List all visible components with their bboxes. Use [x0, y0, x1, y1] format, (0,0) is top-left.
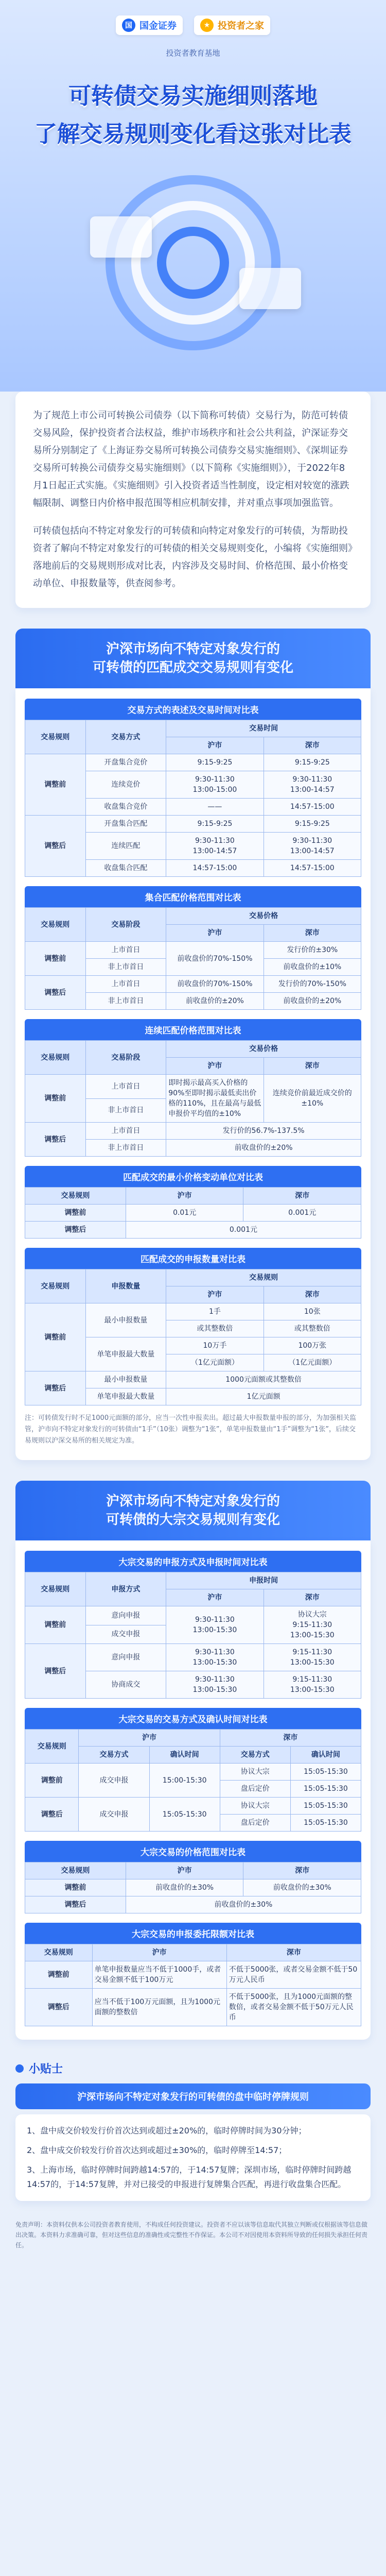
table-cell: 发行价的70%-150% [264, 976, 361, 993]
table-cell: 上市首日 [85, 1075, 166, 1099]
table-cell: 15:05-15:30 [149, 1798, 220, 1832]
table-cell: 调整前 [25, 1303, 86, 1371]
intro-paragraph-1: 为了规范上市公司可转换公司债券（以下简称可转债）交易行为，防范可转债交易风险，保护投资者合法权益，维护市场秩序和社会公共利益，沪深证券交易所分别制定了《上海证券交易所可转换公司债券交易实施细则》、《深圳证券交易所可转换公司债券交易实施细则》（以下简称《实施细则》），于2022年8月1日起正式实施。《实施细则》引入投资者适当性制度，设定相对较宽的涨跌幅限制、调整日内价格申报范围等相应机制安排，并对重点事项加强监管。 [33, 410, 349, 509]
table-header: 沪市 [92, 1944, 226, 1961]
section-body [15, 1540, 371, 2040]
hero-title-line1: 可转债交易实施细则落地 [68, 83, 318, 109]
tips-body [15, 2114, 371, 2201]
table-header: 交易规则 [25, 720, 86, 754]
table-cell: 9:15-11:30 13:00-15:30 [264, 1644, 361, 1671]
table-caption: 大宗交易的交易方式及确认时间对比表 [25, 1708, 361, 1729]
table-cell: 0.001元 [243, 1205, 361, 1222]
intro-paragraph-2: 可转债包括向不特定对象发行的可转债和向特定对象发行的可转债，为帮助投资者了解向不特定对象发行的可转债的相关交易规则变化，小编将《实施细则》落地前后的交易规则形成对比表，内容涉及交易时间、价格范围、最小价格变动单位、申报数量等，供查阅参考。 [33, 526, 353, 589]
table-cell: 连续竞价 [85, 771, 166, 799]
table-cell: 意向申报 [85, 1644, 166, 1671]
partner-mark-icon: ★ [200, 19, 214, 32]
trading-time-table [25, 720, 361, 877]
table-header: 交易规则 [25, 1862, 126, 1879]
table-cell: 不低于5000张，或者交易金额不低于50万元人民币 [226, 1961, 361, 1989]
block-price-range-table [25, 1862, 361, 1913]
hero-slogan: 投资者教育基地 [166, 48, 220, 58]
glass-card-decoration [239, 268, 301, 309]
table-header: 沪市 [126, 1188, 243, 1205]
table-header: 交易方式 [220, 1747, 290, 1764]
table-header: 深市 [264, 1058, 361, 1075]
bullet-icon [15, 2064, 24, 2073]
brand-name: 国金证券 [139, 21, 177, 31]
table-cell: 成交申报 [79, 1764, 149, 1798]
table-cell: 9:15-9:25 [166, 754, 264, 771]
table-cell: 收盘集合匹配 [85, 860, 166, 877]
table-header: 沪市 [166, 1589, 264, 1606]
table-cell: 9:30-11:30 13:00-14:57 [264, 833, 361, 860]
table-cell: 前收盘价的±20% [166, 993, 264, 1010]
table-header: 深市 [264, 1286, 361, 1303]
table-cell: 连续匹配 [85, 833, 166, 860]
table-header: 深市 [264, 1589, 361, 1606]
table-cell: 成交申报 [79, 1798, 149, 1832]
table-header: 交易规则 [25, 1041, 86, 1075]
table-caption: 集合匹配价格范围对比表 [25, 886, 361, 907]
table-header: 确认时间 [149, 1747, 220, 1764]
table-caption: 交易方式的表述及交易时间对比表 [25, 699, 361, 720]
table-cell: 15:05-15:30 [290, 1815, 361, 1832]
table-header: 交易价格 [166, 1041, 361, 1058]
section-title: 沪深市场向不特定对象发行的 可转债的匹配成交交易规则有变化 [15, 629, 371, 688]
table-cell: 1000元面额或其整数倍 [166, 1371, 361, 1388]
table-cell: 调整前 [25, 1961, 93, 1989]
table-cell: 0.01元 [126, 1205, 243, 1222]
tips-label: 小贴士 [29, 2063, 63, 2076]
table-cell: 单笔申报数量应当不低于1000手，或者交易金额不低于100万元 [92, 1961, 226, 1989]
table-cell: 100万张 [264, 1337, 361, 1354]
table-cell: 调整后 [25, 1798, 79, 1832]
tips-subtitle: 沪深市场向不特定对象发行的可转债的盘中临时停牌规则 [15, 2083, 371, 2109]
table-cell: 9:30-11:30 13:00-15:30 [166, 1644, 264, 1671]
tick-size-table [25, 1187, 361, 1239]
table-cell: 15:05-15:30 [290, 1781, 361, 1798]
table-caption: 大宗交易的申报委托限额对比表 [25, 1923, 361, 1944]
table-cell: 协议大宗 [220, 1798, 290, 1815]
table-header: 交易阶段 [85, 1041, 166, 1075]
table-header: 申报时间 [166, 1572, 361, 1589]
order-quantity-table [25, 1269, 361, 1405]
logo-row [116, 15, 270, 35]
table-cell: 9:30-11:30 13:00-15:00 [166, 771, 264, 799]
table-cell: 9:15-11:30 13:00-15:30 [264, 1671, 361, 1699]
section-matching-rules [15, 629, 371, 1460]
table-cell: 调整前 [25, 942, 86, 976]
table-cell: 14:57-15:00 [264, 799, 361, 816]
footnote: 注：可转债发行时不足1000元面额的部分，应当一次性申报卖出。超过最大申报数量申报的部分，为加强相关监管，沪市向不特定对象发行的可转债由“1手”（10张）调整为“1张”，单笔申报数量由“1手”调整为“1张”，后续交易规则以沪深交易所的相关规定为准。 [25, 1414, 357, 1445]
table-cell: 上市首日 [85, 942, 166, 959]
table-cell: 15:00-15:30 [149, 1764, 220, 1798]
table-cell: 非上市首日 [85, 1140, 166, 1157]
table-cell: 非上市首日 [85, 1098, 166, 1123]
ring-decoration [157, 227, 229, 299]
table-cell: 调整前 [25, 1764, 79, 1798]
table-cell: 0.001元 [126, 1222, 361, 1239]
section-block-trade-rules [15, 1481, 371, 2040]
table-header: 交易方式 [79, 1747, 149, 1764]
table-cell: 单笔申报最大数量 [85, 1337, 166, 1371]
table-cell: 前收盘价的±10% [264, 959, 361, 976]
table-cell: 协商成交 [85, 1671, 166, 1699]
table-cell: 9:15-9:25 [166, 816, 264, 833]
brand-logo [116, 15, 183, 35]
section-body [15, 688, 371, 1460]
partner-logo [194, 15, 270, 35]
table-cell: 1亿元面额 [166, 1388, 361, 1405]
table-caption: 连续匹配价格范围对比表 [25, 1019, 361, 1040]
tips-item: 3、上海市场，临时停牌时间跨越14:57的，于14:57复牌；深圳市场，临时停牌时间跨越14:57的，于14:57复牌，并对已接受的申报进行复牌集合匹配，再进行收盘集合匹配。 [27, 2165, 352, 2189]
table-header: 沪市 [166, 1058, 264, 1075]
table-header: 交易阶段 [85, 908, 166, 942]
block-order-limit-table [25, 1944, 361, 2026]
table-cell: 14:57-15:00 [264, 860, 361, 877]
table-cell: 调整后 [25, 1989, 93, 2026]
table-header: 交易规则 [166, 1269, 361, 1286]
table-cell: 9:30-11:30 13:00-14:57 [264, 771, 361, 799]
table-cell: 前收盘价的±30% [126, 1879, 243, 1896]
table-cell: 调整后 [25, 1123, 86, 1157]
tips-section [15, 2060, 371, 2201]
table-cell: 前收盘价的±30% [126, 1896, 361, 1913]
hero-title [0, 77, 386, 148]
table-header: 申报方式 [85, 1572, 166, 1606]
call-auction-price-table [25, 907, 361, 1010]
table-cell: 15:05-15:30 [290, 1764, 361, 1781]
table-header: 交易规则 [25, 908, 86, 942]
table-caption: 匹配成交的最小价格变动单位对比表 [25, 1166, 361, 1187]
intro-card [15, 392, 371, 608]
table-caption: 大宗交易的价格范围对比表 [25, 1841, 361, 1862]
block-confirm-time-table [25, 1729, 361, 1832]
table-header: 确认时间 [290, 1747, 361, 1764]
table-cell: 发行价的±30% [264, 942, 361, 959]
table-cell: 协议大宗 9:15-11:30 13:00-15:30 [264, 1606, 361, 1644]
hero-illustration [85, 155, 301, 371]
tips-header [15, 2060, 371, 2076]
table-cell: 前收盘价的70%-150% [166, 976, 264, 993]
table-cell: 前收盘价的±20% [264, 993, 361, 1010]
table-header: 沪市 [126, 1862, 243, 1879]
table-cell: 调整后 [25, 1896, 126, 1913]
table-cell: 9:15-9:25 [264, 816, 361, 833]
table-cell: 发行价的56.7%-137.5% [166, 1123, 361, 1140]
glass-card-decoration [90, 216, 152, 258]
table-cell: （1亿元面额） [264, 1354, 361, 1371]
table-cell: 前收盘价的±30% [243, 1879, 361, 1896]
table-header: 申报数量 [85, 1269, 166, 1303]
table-header: 沪市 [79, 1730, 220, 1747]
table-caption: 大宗交易的申报方式及申报时间对比表 [25, 1551, 361, 1572]
brand-mark-icon: 国 [122, 19, 135, 32]
section-title: 沪深市场向不特定对象发行的 可转债的大宗交易规则有变化 [15, 1481, 371, 1540]
table-cell: 开盘集合竞价 [85, 754, 166, 771]
table-cell: 非上市首日 [85, 993, 166, 1010]
table-cell: 意向申报 [85, 1606, 166, 1625]
table-cell: 盘后定价 [220, 1781, 290, 1798]
table-cell: 最小申报数量 [85, 1303, 166, 1337]
continuous-matching-price-table [25, 1040, 361, 1157]
table-cell: 9:15-9:25 [264, 754, 361, 771]
table-cell: 单笔申报最大数量 [85, 1388, 166, 1405]
table-cell: 即时揭示最高买入价格的90%至即时揭示最低卖出价格的110%，且在最高与最低申报价平均值的±10% [166, 1075, 264, 1123]
table-header: 交易方式 [85, 720, 166, 754]
table-header: 深市 [264, 925, 361, 942]
table-header: 深市 [243, 1862, 361, 1879]
table-header: 深市 [220, 1730, 361, 1747]
table-cell: 上市首日 [85, 976, 166, 993]
table-cell: 连续竞价前最近成交价的±10% [264, 1075, 361, 1123]
table-header: 交易规则 [25, 1730, 79, 1764]
table-cell: 10张 [264, 1303, 361, 1320]
table-header: 交易规则 [25, 1944, 93, 1961]
table-cell: 调整前 [25, 1205, 126, 1222]
block-order-time-table [25, 1572, 361, 1699]
table-cell: 开盘集合匹配 [85, 816, 166, 833]
partner-name: 投资者之家 [218, 21, 264, 31]
table-cell: 调整后 [25, 976, 86, 1010]
table-cell: 上市首日 [85, 1123, 166, 1140]
table-cell: —— [166, 799, 264, 816]
table-cell: 10万手 [166, 1337, 264, 1354]
table-cell: 调整后 [25, 1371, 86, 1405]
table-cell: 9:30-11:30 13:00-15:30 [166, 1671, 264, 1699]
table-cell: 调整前 [25, 1075, 86, 1123]
table-header: 交易时间 [166, 720, 361, 737]
table-cell: 收盘集合竞价 [85, 799, 166, 816]
hero-title-line2: 了解交易规则变化看这张对比表 [34, 121, 352, 147]
table-cell: 或其整数倍 [264, 1320, 361, 1337]
hero-banner [0, 0, 386, 392]
table-header: 沪市 [166, 925, 264, 942]
table-cell: 或其整数倍 [166, 1320, 264, 1337]
table-header: 交易价格 [166, 908, 361, 925]
table-cell: 非上市首日 [85, 959, 166, 976]
table-cell: 调整后 [25, 1644, 86, 1699]
table-header: 交易规则 [25, 1269, 86, 1303]
table-cell: 前收盘价的±20% [166, 1140, 361, 1157]
table-cell: 调整前 [25, 754, 86, 816]
table-cell: 协议大宗 [220, 1764, 290, 1781]
table-cell: 调整前 [25, 1879, 126, 1896]
table-cell: （1亿元面额） [166, 1354, 264, 1371]
table-cell: 9:30-11:30 13:00-14:57 [166, 833, 264, 860]
table-cell: 15:05-15:30 [290, 1798, 361, 1815]
table-cell: 调整后 [25, 1222, 126, 1239]
table-cell: 盘后定价 [220, 1815, 290, 1832]
table-header: 沪市 [166, 737, 264, 754]
table-caption: 匹配成交的申报数量对比表 [25, 1248, 361, 1269]
table-header: 沪市 [166, 1286, 264, 1303]
tips-item: 2、盘中成交价较发行价首次达到或超过±30%的，临时停牌至14:57； [27, 2145, 287, 2155]
table-header: 交易规则 [25, 1572, 86, 1606]
disclaimer: 免责声明：本资料仅供本公司投资者教育使用，不构成任何投资建议。投资者不应以该等信息取代其独立判断或仅根据该等信息做出决策。本资料力求准确可靠，但对这些信息的准确性或完整性不作保证。本公司不对因使用本资料所导致的任何损失承担任何责任。 [15, 2221, 368, 2249]
table-cell: 成交申报 [85, 1625, 166, 1644]
table-cell: 不低于5000张，且为1000元面额的整数倍，或者交易金额不低于50万元人民币 [226, 1989, 361, 2026]
tips-item: 1、盘中成交价较发行价首次达到或超过±20%的，临时停牌时间为30分钟； [27, 2126, 307, 2136]
table-cell: 调整后 [25, 816, 86, 877]
table-header: 深市 [243, 1188, 361, 1205]
table-cell: 调整前 [25, 1606, 86, 1644]
table-cell: 1手 [166, 1303, 264, 1320]
table-cell: 14:57-15:00 [166, 860, 264, 877]
table-cell: 应当不低于100万元面额，且为1000元面额的整数倍 [92, 1989, 226, 2026]
table-cell: 9:30-11:30 13:00-15:30 [166, 1606, 264, 1644]
table-header: 交易规则 [25, 1188, 126, 1205]
table-header: 深市 [264, 737, 361, 754]
table-cell: 前收盘价的70%-150% [166, 942, 264, 976]
table-header: 深市 [226, 1944, 361, 1961]
table-cell: 最小申报数量 [85, 1371, 166, 1388]
